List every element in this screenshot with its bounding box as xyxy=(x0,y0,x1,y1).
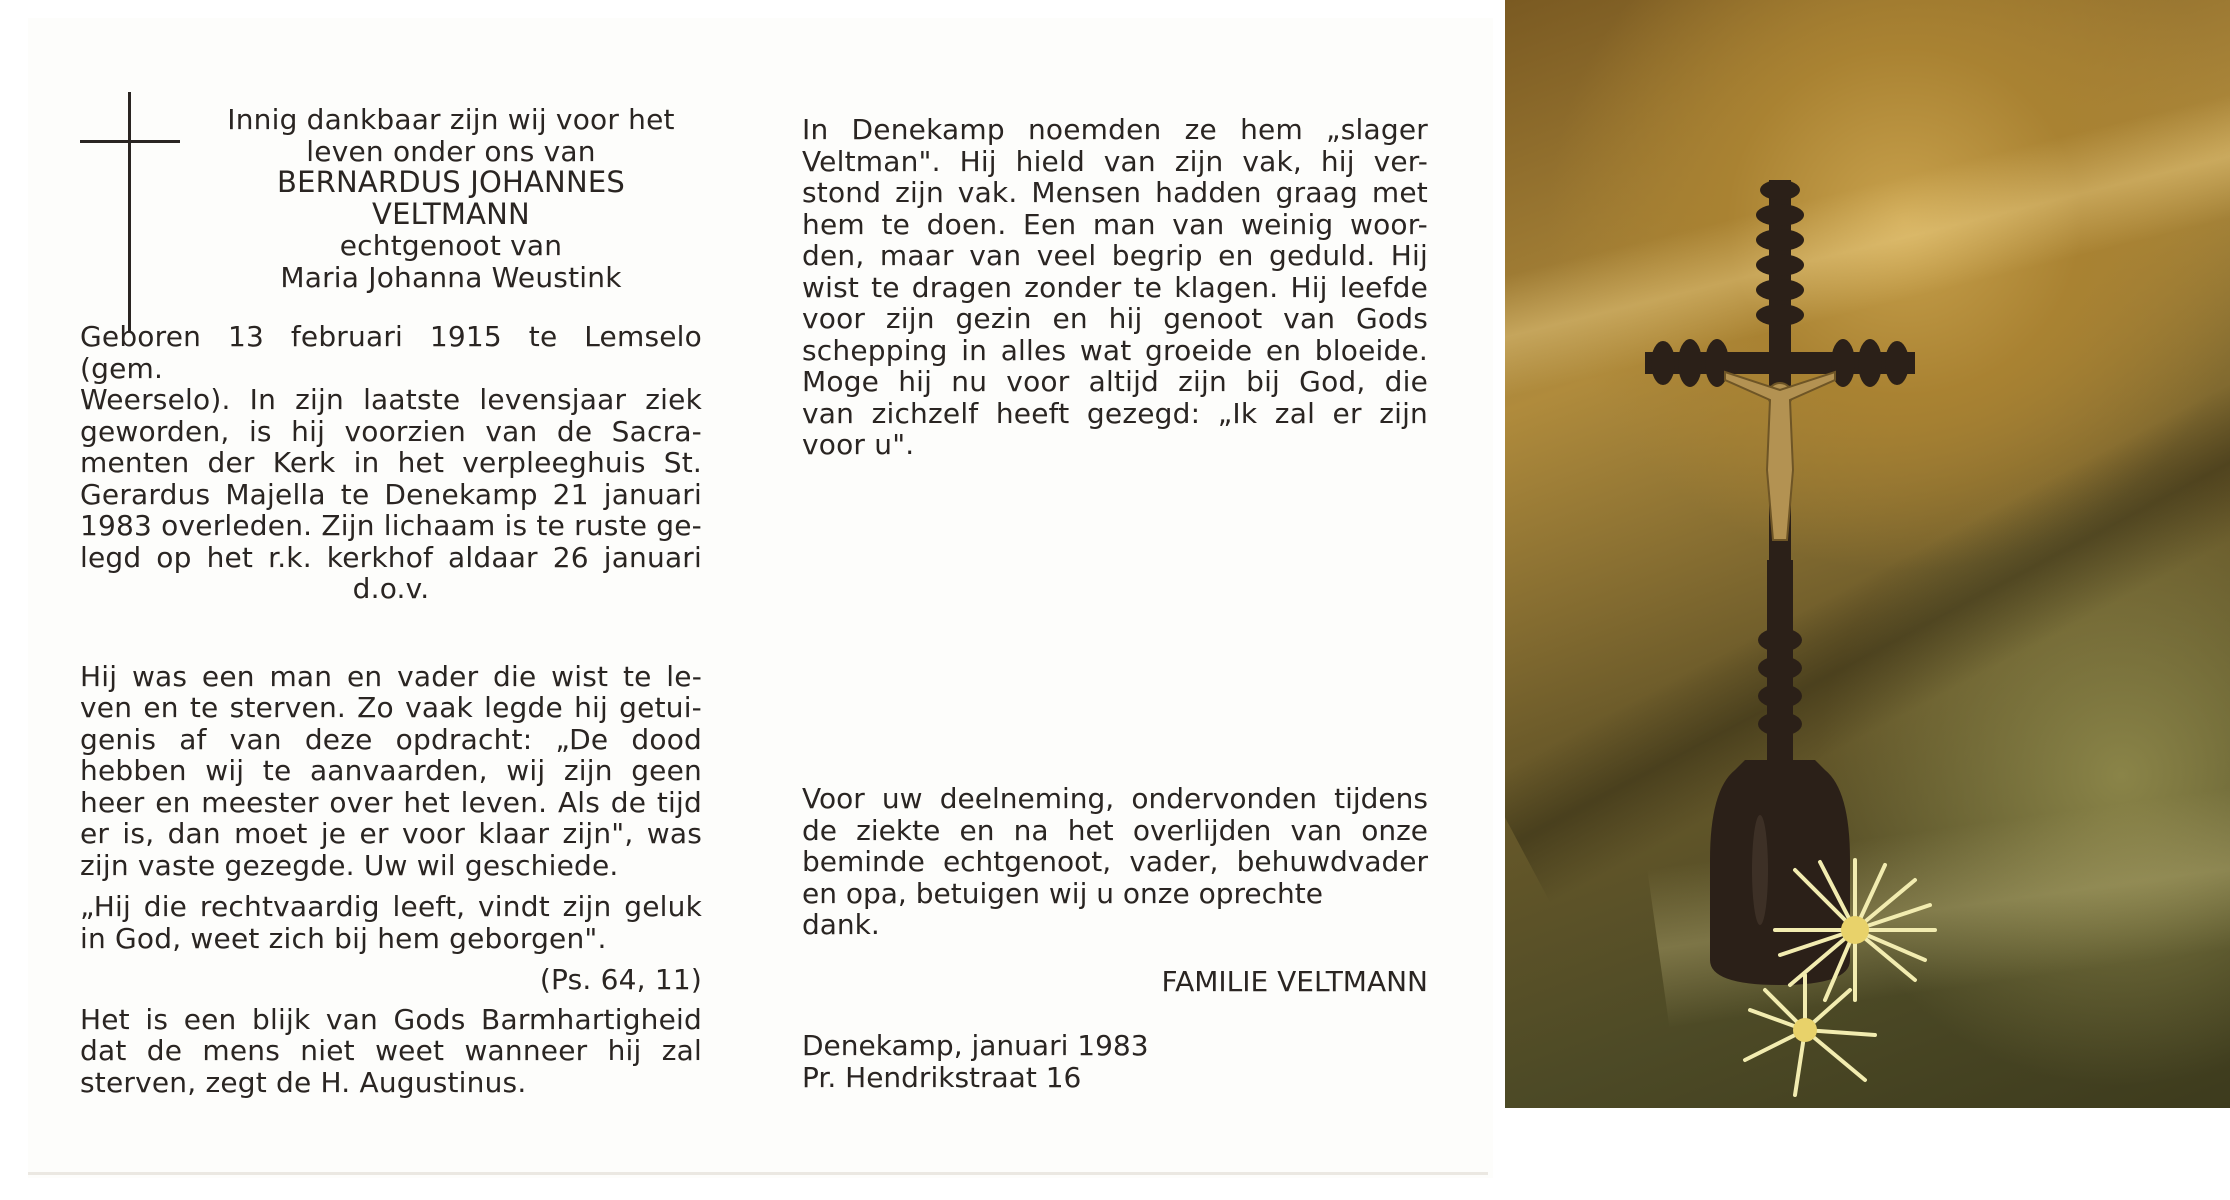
text-line: Geboren 13 februari 1915 te Lemselo (gem. xyxy=(80,320,702,385)
text-line: voor zijn gezin en hij genoot van Gods xyxy=(802,302,1428,335)
dedication-line-2: leven onder ons van xyxy=(306,134,596,168)
text-line: dank. xyxy=(802,908,880,941)
left-column xyxy=(80,104,702,1098)
text-line: wist te dragen zonder te klagen. Hij leefde xyxy=(802,270,1428,304)
psalm-quote xyxy=(80,891,702,954)
deceased-name-1: BERNARDUS JOHANNES xyxy=(277,165,625,199)
text-line: geworden, is hij voorzien van de Sacra- xyxy=(80,414,702,448)
spouse-intro: echtgenoot van xyxy=(339,229,563,262)
spouse-name: Maria Johanna Weustink xyxy=(280,260,622,294)
dedication-line-1: Innig dankbaar zijn wij voor het xyxy=(227,103,675,136)
text-line: Gerardus Majella te Denekamp 21 januari xyxy=(80,477,702,511)
text-line: Het is een blijk van Gods Barmhartigheid xyxy=(80,1002,702,1036)
family-signature: FAMILIE VELTMANN xyxy=(1161,965,1428,998)
text-line: van zichzelf heeft gezegd: „Ik zal er zijn xyxy=(802,396,1428,430)
text-line: sterven, zegt de H. Augustinus. xyxy=(80,1065,527,1099)
text-line: hem te doen. Een man van weinig woor- xyxy=(802,207,1428,241)
text-line: ven en te sterven. Zo vaak legde hij getui- xyxy=(80,691,702,724)
crucifix-photo xyxy=(1505,0,2230,1108)
text-line: den, maar van veel begrip en geduld. Hij xyxy=(802,239,1428,272)
place-and-address xyxy=(802,1030,1428,1093)
text-line: de ziekte en na het overlijden van onze xyxy=(802,813,1428,847)
text-line: „Hij die rechtvaardig leeft, vindt zijn geluk xyxy=(80,890,702,923)
psalm-reference: (Ps. 64, 11) xyxy=(539,963,702,996)
tribute-paragraph xyxy=(802,114,1428,461)
thanks-paragraph xyxy=(802,783,1428,941)
text-line: Hij was een man en vader die wist te le- xyxy=(80,659,702,693)
dedication-header xyxy=(200,104,702,293)
text-line: er is, dan moet je er voor klaar zijn", was xyxy=(80,817,702,850)
birth-death-paragraph xyxy=(80,321,702,605)
text-line: d.o.v. xyxy=(352,572,430,605)
crucifix-icon xyxy=(1505,0,2230,1108)
text-line: legd op het r.k. kerkhof aldaar 26 januari xyxy=(80,540,702,574)
text-line: beminde echtgenoot, vader, behuwdvader xyxy=(802,845,1428,878)
text-line: dat de mens niet weet wanneer hij zal xyxy=(80,1034,702,1067)
text-line: in God, weet zich bij hem geborgen". xyxy=(80,921,607,955)
text-line: stond zijn vak. Mensen hadden graag met xyxy=(802,176,1428,209)
place-date: Denekamp, januari 1983 xyxy=(802,1029,1149,1062)
text-line: schepping in alles wat groeide en bloeide. xyxy=(802,333,1428,367)
text-line: 1983 overleden. Zijn lichaam is te ruste ge- xyxy=(80,509,702,542)
text-line: In Denekamp noemden ze hem „slager xyxy=(802,113,1428,146)
deceased-name-2: VELTMANN xyxy=(372,196,530,231)
text-line: zijn vaste gezegde. Uw wil geschiede. xyxy=(80,848,619,882)
address: Pr. Hendrikstraat 16 xyxy=(802,1060,1082,1094)
text-line: Moge hij nu voor altijd zijn bij God, die xyxy=(802,365,1428,398)
text-line: Veltman". Hij hield van zijn vak, hij ver- xyxy=(802,144,1428,178)
text-line: genis af van deze opdracht: „De dood xyxy=(80,722,702,756)
text-line: Voor uw deelneming, ondervonden tijdens xyxy=(802,782,1428,815)
text-line: hebben wij te aanvaarden, wij zijn geen xyxy=(80,754,702,787)
text-line: en opa, betuigen wij u onze oprechte xyxy=(802,876,1323,910)
augustinus-paragraph xyxy=(80,1004,702,1099)
card-edge xyxy=(28,1172,1488,1175)
text-line: heer en meester over het leven. Als de tijd xyxy=(80,785,702,819)
text-line: voor u". xyxy=(802,428,915,461)
life-paragraph xyxy=(80,661,702,882)
text-line: Weerselo). In zijn laatste levensjaar ziek xyxy=(80,383,702,416)
text-line: menten der Kerk in het verpleeghuis St. xyxy=(80,446,702,479)
